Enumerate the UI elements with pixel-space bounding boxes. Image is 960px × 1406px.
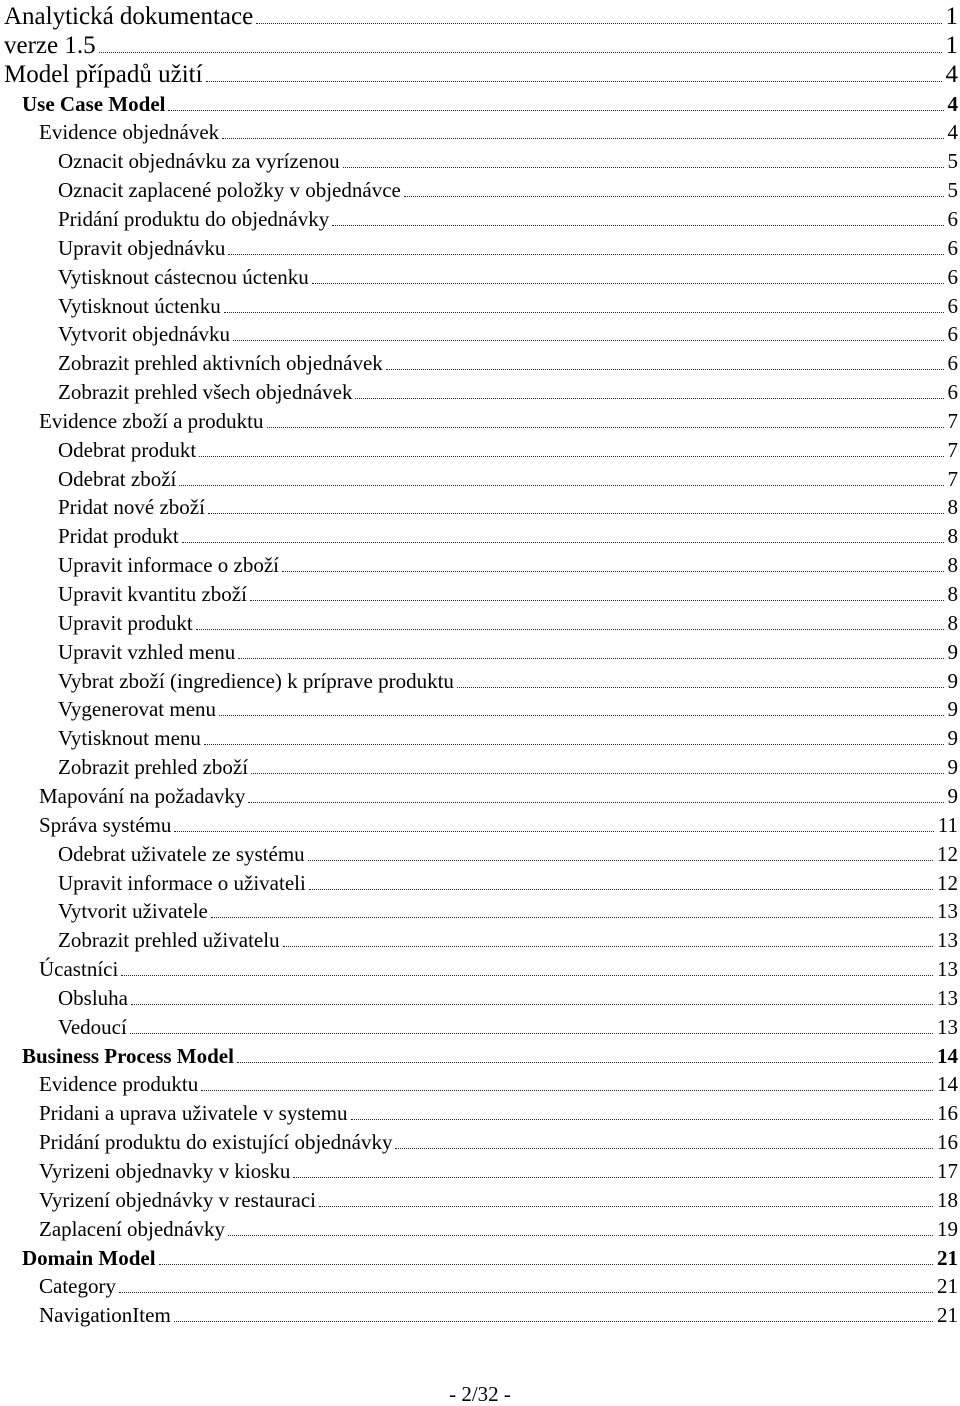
toc-entry[interactable]: [0, 375, 960, 404]
toc-entry-title: Pridání produktu do objednávky: [58, 206, 330, 231]
toc-entry-page-number: 7: [947, 466, 958, 491]
dot-leader: [196, 628, 944, 630]
dot-leader: [219, 714, 943, 716]
toc-entry-title: Vygenerovat menu: [58, 697, 217, 722]
toc-entry-page-number: 14: [937, 1072, 958, 1097]
toc-entry[interactable]: [0, 1096, 960, 1125]
toc-entry-page-number: 13: [937, 957, 958, 982]
dot-leader: [282, 570, 944, 572]
toc-entry-title: Oznacit zaplacené položky v objednávce: [58, 178, 401, 203]
dot-leader: [343, 166, 944, 168]
toc-entry[interactable]: [0, 606, 960, 635]
dot-leader: [119, 1291, 933, 1293]
toc-entry[interactable]: [0, 1212, 960, 1241]
toc-entry-page-number: 4: [945, 60, 958, 88]
dot-leader: [250, 599, 944, 601]
toc-entry-title: Odebrat zboží: [58, 466, 177, 491]
toc-entry[interactable]: [0, 750, 960, 779]
toc-entry-title: Obsluha: [58, 985, 128, 1010]
toc-entry-title: Zobrazit prehled zboží: [58, 755, 249, 780]
toc-entry[interactable]: [0, 1269, 960, 1298]
toc-entry[interactable]: [0, 0, 960, 29]
toc-entry-title: Mapování na požadavky: [39, 783, 246, 808]
toc-entry-page-number: 16: [937, 1130, 958, 1155]
toc-entry[interactable]: [0, 519, 960, 548]
toc-entry[interactable]: [0, 1067, 960, 1096]
dot-leader: [237, 1061, 933, 1063]
dot-leader: [404, 195, 944, 197]
toc-entry-title: Upravit vzhled menu: [58, 639, 236, 664]
dot-leader: [206, 80, 942, 82]
toc-entry[interactable]: [0, 923, 960, 952]
dot-leader: [309, 888, 933, 890]
toc-entry-page-number: 12: [937, 870, 958, 895]
dot-leader: [131, 1003, 933, 1005]
toc-entry[interactable]: [0, 346, 960, 375]
toc-entry-page-number: 6: [947, 322, 958, 347]
dot-leader: [395, 1147, 933, 1149]
toc-entry-title: Upravit produkt: [58, 610, 193, 635]
toc-entry[interactable]: [0, 1154, 960, 1183]
toc-entry-title: Upravit informace o zboží: [58, 553, 279, 578]
toc-entry[interactable]: [0, 115, 960, 144]
toc-entry-title: Evidence zboží a produktu: [39, 408, 264, 433]
toc-entry-page-number: 6: [947, 235, 958, 260]
toc-entry-title: Správa systému: [39, 812, 172, 837]
toc-entry-title: Odebrat uživatele ze systému: [58, 841, 305, 866]
toc-entry-title: Úcastníci: [39, 957, 119, 982]
toc-entry-page-number: 9: [947, 783, 958, 808]
toc-entry-title: Upravit objednávku: [58, 235, 226, 260]
toc-entry[interactable]: [0, 548, 960, 577]
toc-entry-page-number: 7: [947, 408, 958, 433]
toc-entry-page-number: 8: [947, 553, 958, 578]
dot-leader: [355, 397, 943, 399]
toc-entry-page-number: 11: [937, 812, 958, 837]
toc-entry[interactable]: [0, 144, 960, 173]
toc-entry[interactable]: [0, 635, 960, 664]
toc-entry-title: Business Process Model: [22, 1043, 234, 1068]
toc-entry-title: Analytická dokumentace: [4, 3, 254, 30]
toc-entry-title: Vyrizení objednávky v restauraci: [39, 1187, 316, 1212]
dot-leader: [248, 801, 943, 803]
toc-entry[interactable]: [0, 173, 960, 202]
toc-entry[interactable]: [0, 1039, 960, 1068]
toc-entry-page-number: 6: [947, 380, 958, 405]
dot-leader: [351, 1118, 934, 1120]
toc-entry-title: Vytisknout menu: [58, 726, 201, 751]
toc-entry-page-number: 8: [947, 582, 958, 606]
toc-entry[interactable]: [0, 87, 960, 116]
dot-leader: [228, 253, 943, 255]
toc-entry-page-number: 14: [937, 1043, 958, 1068]
toc-entry-title: Vytvorit objednávku: [58, 322, 231, 347]
toc-entry-page-number: 13: [937, 899, 958, 924]
toc-entry-page-number: 13: [937, 928, 958, 953]
toc-entry[interactable]: [0, 952, 960, 981]
dot-leader: [228, 1234, 933, 1236]
dot-leader: [457, 686, 944, 688]
toc-entry[interactable]: [0, 317, 960, 346]
toc-entry-page-number: 13: [937, 1014, 958, 1039]
toc-entry-page-number: 18: [937, 1187, 958, 1212]
dot-leader: [251, 772, 943, 774]
toc-entry-page-number: 21: [937, 1274, 958, 1299]
dot-leader: [182, 541, 944, 543]
toc-entry-title: Pridat nové zboží: [58, 495, 205, 520]
toc-entry-page-number: 13: [937, 985, 958, 1010]
dot-leader: [238, 657, 943, 659]
toc-entry-title: Vytisknout úctenku: [58, 293, 221, 318]
dot-leader: [174, 1320, 933, 1322]
toc-entry-title: Category: [39, 1274, 116, 1299]
toc-entry-title: Model případů užití: [4, 60, 203, 88]
toc-entry-page-number: 6: [947, 264, 958, 289]
toc-entry-page-number: 9: [947, 639, 958, 664]
toc-entry-page-number: 12: [937, 841, 958, 866]
dot-leader: [199, 455, 943, 457]
dot-leader: [201, 1089, 933, 1091]
toc-entry-title: Odebrat produkt: [58, 437, 197, 462]
toc-entry-title: Zobrazit prehled všech objednávek: [58, 380, 353, 405]
dot-leader: [386, 368, 944, 370]
toc-entry[interactable]: [0, 1241, 960, 1270]
toc-entry[interactable]: [0, 433, 960, 462]
toc-entry-page-number: 6: [947, 206, 958, 231]
toc-entry[interactable]: [0, 866, 960, 895]
dot-leader: [293, 1176, 933, 1178]
dot-leader: [99, 51, 942, 53]
toc-entry-title: Pridání produktu do existující objednávky: [39, 1130, 393, 1155]
toc-entry[interactable]: [0, 202, 960, 231]
toc-entry-page-number: 8: [947, 610, 958, 635]
page-number-footer: - 2/32 -: [449, 1382, 511, 1406]
dot-leader: [130, 1032, 933, 1034]
dot-leader: [208, 512, 944, 514]
toc-entry-title: Oznacit objednávku za vyrízenou: [58, 149, 340, 174]
dot-leader: [332, 224, 943, 226]
toc-entry[interactable]: [0, 577, 960, 606]
dot-leader: [308, 859, 933, 861]
toc-entry-page-number: 1: [945, 3, 958, 30]
toc-entry[interactable]: [0, 808, 960, 837]
toc-entry-page-number: 5: [947, 178, 958, 203]
toc-entry-title: Evidence produktu: [39, 1072, 199, 1097]
toc-entry[interactable]: [0, 404, 960, 433]
toc-entry-page-number: 6: [947, 351, 958, 376]
dot-leader: [174, 830, 933, 832]
dot-leader: [222, 137, 943, 139]
toc-entry-title: Pridat produkt: [58, 524, 179, 549]
toc-entry[interactable]: [0, 231, 960, 260]
toc-entry-page-number: 17: [937, 1159, 958, 1183]
toc-entry[interactable]: [0, 664, 960, 693]
dot-leader: [159, 1263, 933, 1265]
toc-entry[interactable]: [0, 490, 960, 519]
toc-entry-title: Zaplacení objednávky: [39, 1216, 226, 1241]
toc-entry-title: Upravit kvantitu zboží: [58, 582, 247, 606]
dot-leader: [319, 1205, 933, 1207]
toc-entry-page-number: 21: [937, 1245, 958, 1270]
toc-entry[interactable]: [0, 1183, 960, 1212]
dot-leader: [121, 974, 933, 976]
toc-entry-title: Vedoucí: [58, 1014, 127, 1039]
toc-entry-page-number: 4: [947, 120, 958, 145]
toc-entry[interactable]: [0, 1298, 960, 1327]
toc-entry-page-number: 8: [947, 495, 958, 520]
toc-entry-page-number: 5: [947, 149, 958, 174]
toc-entry[interactable]: [0, 837, 960, 866]
toc-entry[interactable]: [0, 58, 960, 87]
toc-entry[interactable]: [0, 1010, 960, 1039]
dot-leader: [224, 311, 944, 313]
toc-entry[interactable]: [0, 1125, 960, 1154]
toc-entry-title: Vytisknout cástecnou úctenku: [58, 264, 309, 289]
toc-entry-page-number: 19: [937, 1216, 958, 1241]
toc-entry-title: Zobrazit prehled aktivních objednávek: [58, 351, 383, 376]
toc-entry-page-number: 6: [947, 293, 958, 318]
toc-entry-page-number: 8: [947, 524, 958, 549]
toc-entry-title: verze 1.5: [4, 31, 96, 59]
toc-entry-page-number: 1: [945, 31, 958, 59]
toc-entry[interactable]: [0, 981, 960, 1010]
dot-leader: [211, 916, 933, 918]
dot-leader: [204, 743, 944, 745]
toc-entry[interactable]: [0, 29, 960, 58]
toc-entry-title: Zobrazit prehled uživatelu: [58, 928, 280, 953]
toc-entry-title: Vybrat zboží (ingredience) k príprave produktu: [58, 668, 454, 693]
toc-entry-title: NavigationItem: [39, 1303, 171, 1328]
toc-entry[interactable]: [0, 289, 960, 318]
toc-entry-page-number: 7: [947, 437, 958, 462]
toc-entry[interactable]: [0, 462, 960, 491]
toc-entry[interactable]: [0, 692, 960, 721]
toc-entry-title: Upravit informace o uživateli: [58, 870, 306, 895]
toc-entry[interactable]: [0, 260, 960, 289]
dot-leader: [179, 484, 943, 486]
toc-entry-title: Vytvorit uživatele: [58, 899, 208, 924]
dot-leader: [233, 339, 943, 341]
toc-entry-title: Evidence objednávek: [39, 120, 220, 145]
dot-leader: [256, 22, 941, 24]
toc-entry-title: Pridani a uprava uživatele v systemu: [39, 1101, 348, 1126]
dot-leader: [168, 109, 943, 111]
toc-entry[interactable]: [0, 721, 960, 750]
toc-entry-page-number: 16: [937, 1101, 958, 1126]
toc-entry-page-number: 9: [947, 726, 958, 751]
dot-leader: [283, 945, 933, 947]
toc-entry-page-number: 9: [947, 755, 958, 780]
toc-entry[interactable]: [0, 779, 960, 808]
toc-entry-page-number: 9: [947, 668, 958, 693]
toc-entry-title: Vyrizeni objednavky v kiosku: [39, 1159, 291, 1183]
toc-entry-page-number: 4: [947, 91, 958, 116]
toc-entry[interactable]: [0, 894, 960, 923]
toc-entry-page-number: 21: [937, 1303, 958, 1328]
dot-leader: [267, 426, 944, 428]
dot-leader: [312, 282, 944, 284]
toc-entry-title: Use Case Model: [22, 91, 166, 116]
toc-entry-title: Domain Model: [22, 1245, 156, 1270]
toc-entry-page-number: 9: [947, 697, 958, 722]
